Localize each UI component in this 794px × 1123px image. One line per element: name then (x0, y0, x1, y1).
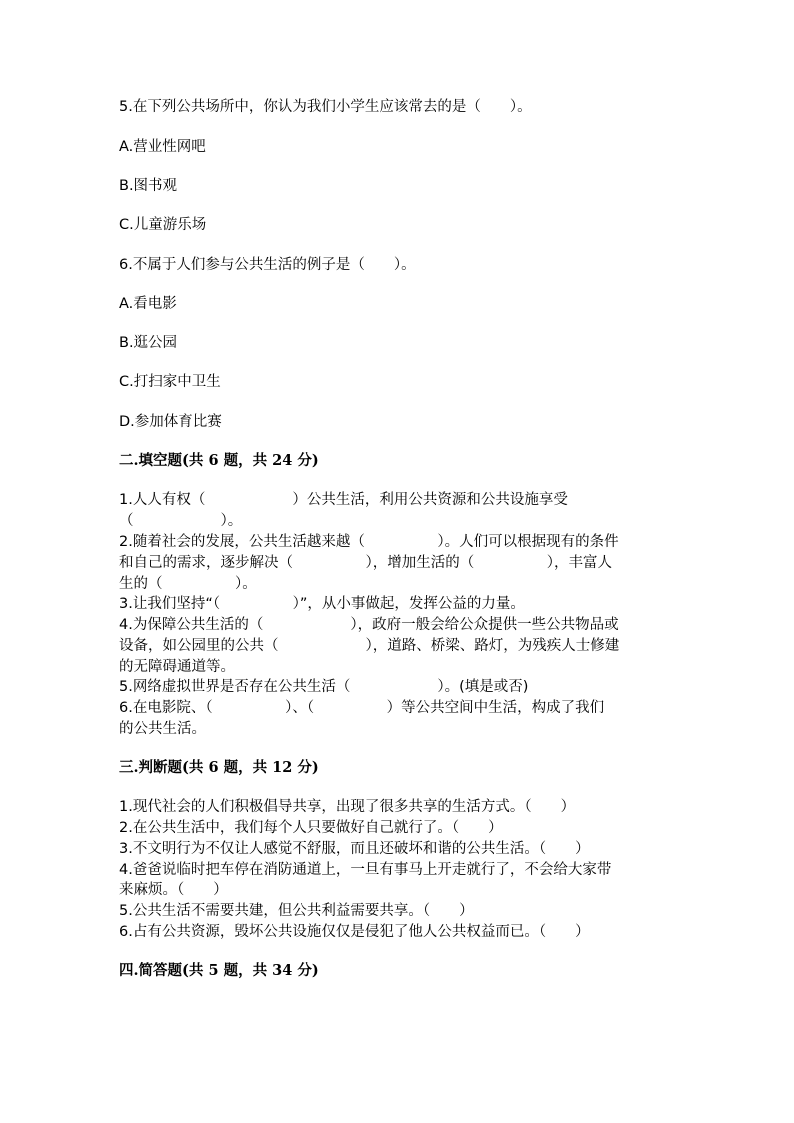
q6-option-d: D.参加体育比赛 (119, 414, 222, 430)
fill-line: 生的（ ）。 (119, 576, 257, 592)
judge-line: 6.占有公共资源，毁坏公共设施仅仅是侵犯了他人公共权益而已。（ ） (119, 924, 590, 940)
judge-line: 1.现代社会的人们积极倡导共享，出现了很多共享的生活方式。（ ） (119, 799, 576, 815)
fill-line: 2.随着社会的发展，公共生活越来越（ ）。人们可以根据现有的条件 (119, 534, 619, 550)
fill-line: 6.在电影院、（ ）、（ ）等公共空间中生活，构成了我们 (119, 700, 605, 716)
fill-section-heading: 二.填空题(共 6 题，共 24 分) (119, 452, 319, 469)
question-6-stem: 6.不属于人们参与公共生活的例子是（ ）。 (119, 257, 416, 273)
q5-option-a: A.营业性网吧 (119, 139, 206, 155)
judge-line: 3.不文明行为不仅让人感觉不舒服，而且还破坏和谐的公共生活。（ ） (119, 841, 590, 857)
judge-line: 5.公共生活不需要共建，但公共利益需要共享。（ ） (119, 903, 474, 919)
fill-line: 5.网络虚拟世界是否存在公共生活（ ）。(填是或否) (119, 679, 529, 695)
fill-line: 设备，如公园里的公共（ ），道路、桥梁、路灯，为残疾人士修建 (119, 638, 620, 654)
judge-line: 来麻烦。（ ） (119, 882, 228, 898)
q5-option-c: C.儿童游乐场 (119, 217, 207, 233)
q6-option-b: B.逛公园 (119, 335, 178, 351)
fill-line: 的公共生活。 (119, 721, 206, 737)
judge-line: 2.在公共生活中，我们每个人只要做好自己就行了。（ ） (119, 820, 503, 836)
fill-line: 4.为保障公共生活的（ ），政府一般会给公众提供一些公共物品或 (119, 617, 619, 633)
fill-line: （ ）。 (119, 513, 243, 529)
fill-line: 的无障碍通道等。 (119, 659, 235, 675)
fill-line: 1.人人有权（ ）公共生活，利用公共资源和公共设施享受 (119, 492, 568, 508)
question-5-stem: 5.在下列公共场所中，你认为我们小学生应该常去的是（ ）。 (119, 99, 532, 115)
q6-option-a: A.看电影 (119, 296, 177, 312)
short-section-heading: 四.简答题(共 5 题，共 34 分) (119, 962, 319, 979)
judge-line: 4.爸爸说临时把车停在消防通道上，一旦有事马上开走就行了，不会给大家带 (119, 862, 612, 878)
q5-option-b: B.图书观 (119, 178, 178, 194)
judge-section-heading: 三.判断题(共 6 题，共 12 分) (119, 759, 319, 776)
q6-option-c: C.打扫家中卫生 (119, 374, 221, 390)
fill-line: 3.让我们坚持“（ ）”，从小事做起，发挥公益的力量。 (119, 596, 525, 612)
fill-line: 和自己的需求，逐步解决（ ），增加生活的（ ），丰富人 (119, 555, 612, 571)
